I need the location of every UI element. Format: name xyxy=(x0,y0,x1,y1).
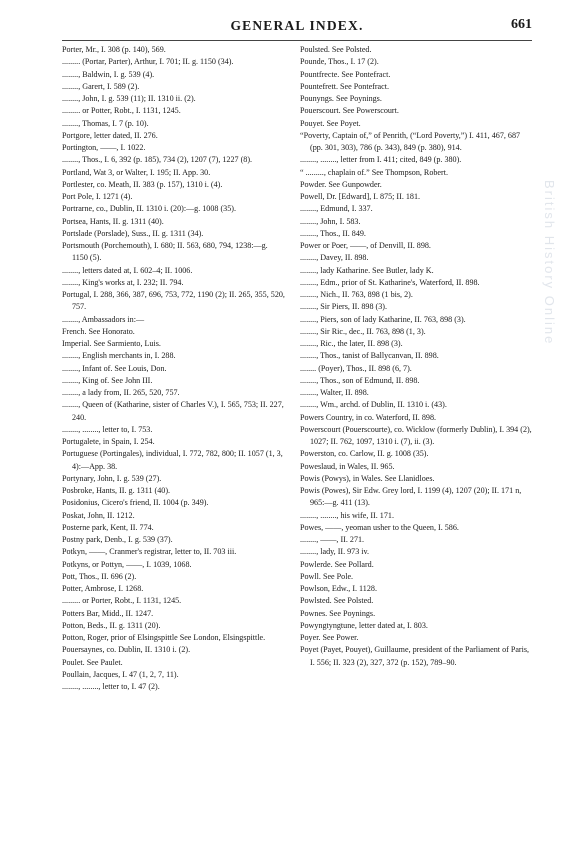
index-entry: ........, Thos., I. 6, 392 (p. 185), 734 (2), 1207 (7), 1227 (8). xyxy=(62,155,253,165)
index-entry: ........, letters dated at, I. 602–4; II. 1006. xyxy=(62,265,193,275)
index-entry: Potters Bar, Midd., II. 1247. xyxy=(62,608,154,618)
header-rule xyxy=(62,40,532,41)
index-entry: Portrarne, co., Dublin, II. 1310 i. (20):—g. 1008 (35). xyxy=(62,204,236,214)
index-entry: Powyngtyngtune, letter dated at, I. 803. xyxy=(300,620,428,630)
index-entry: Pott, Thos., II. 696 (2). xyxy=(62,571,137,581)
index-entry: Poyet (Payet, Pouyet), Guillaume, president of the Parliament of Paris, I. 556; II. 323 (2), 327, 372 (p. 152), 789–90. xyxy=(300,645,530,667)
index-column-left xyxy=(62,44,285,693)
index-entry: ........, Wm., archd. of Dublin, II. 1310 i. (43). xyxy=(300,400,447,410)
index-entry: ........, Piers, son of lady Katharine, II. 763, 898 (3). xyxy=(300,314,466,324)
index-entry: ........, ........, letter from I. 411; cited, 849 (p. 380). xyxy=(300,155,462,165)
index-entry: Potter, Ambrose, I. 1268. xyxy=(62,584,144,593)
index-entry: ........, Sir Piers, II. 898 (3). xyxy=(300,302,387,312)
index-entry: ........, ........, his wife, II. 171. xyxy=(300,510,394,520)
index-entry: French. See Honorato. xyxy=(62,326,135,336)
index-entry: Powlson, Edw., I. 1128. xyxy=(300,584,377,593)
index-entry: Portington, ——, I. 1022. xyxy=(62,143,146,152)
index-entry: ......... or Potter, Robt., I. 1131, 1245. xyxy=(62,106,181,116)
index-entry: ........, Ric., the later, II. 898 (3). xyxy=(300,339,403,348)
index-entry: ........, John, I. 583. xyxy=(300,216,361,226)
index-entry: ........, Thomas, I. 7 (p. 10). xyxy=(62,118,149,128)
index-entry: ........, Ambassadors in:— xyxy=(62,314,145,324)
page-header xyxy=(62,16,532,36)
watermark: British History Online xyxy=(542,180,557,346)
index-entry: ........, Thos., son of Edmund, II. 898. xyxy=(300,375,420,385)
index-entry: Portugalete, in Spain, I. 254. xyxy=(62,437,155,446)
index-entry: ........, lady, II. 973 iv. xyxy=(300,547,370,557)
index-entry: ........, ........, letter to, I. 47 (2). xyxy=(62,682,160,691)
index-entry: ........, Davey, II. 898. xyxy=(300,253,369,263)
index-entry: ........, ........, letter to, I. 753. xyxy=(62,424,153,434)
index-entry: ........, John, I. g. 539 (11); II. 1310 ii. (2). xyxy=(62,94,196,103)
index-entry: Powlerde. See Pollard. xyxy=(300,559,374,569)
index-entry: ........, Queen of (Katharine, sister of Charles V.), I. 565, 753; II. 227, 240. xyxy=(62,400,284,422)
index-entry: Powes, ——, yeoman usher to the Queen, I. 586. xyxy=(300,522,459,532)
index-entry: Powder. See Gunpowder. xyxy=(300,179,382,189)
index-entry: “ ........., chaplain of.” See Thompson, Robert. xyxy=(300,167,448,177)
index-entry: Port Pole, I. 1271 (4). xyxy=(62,192,133,201)
index-entry: ........, King's works at, I. 232; II. 794. xyxy=(62,277,184,287)
index-entry: Portgore, letter dated, II. 276. xyxy=(62,130,158,140)
index-entry: Portslade (Porslade), Suss., II. g. 1311 (34). xyxy=(62,228,204,238)
running-title: GENERAL INDEX. xyxy=(230,18,364,33)
index-entry: Postny park, Denb., I. g. 539 (37). xyxy=(62,535,173,544)
index-entry: ........, Edm., prior of St. Katharine's, Waterford, II. 898. xyxy=(300,277,480,287)
index-entry: Potkyns, or Pottyn, ——, I. 1039, 1068. xyxy=(62,559,192,569)
index-column-right xyxy=(300,44,532,669)
index-entry: ........, Thos., tanist of Ballycanvan, II. 898. xyxy=(300,351,439,361)
index-entry: Portuguese (Portingales), individual, I. 772, 782, 800; II. 1057 (1, 3, 4):—App. 38. xyxy=(62,449,283,471)
index-entry: Porter, Mr., I. 308 (p. 140), 569. xyxy=(62,45,166,54)
index-entry: Poskat, John, II. 1212. xyxy=(62,510,135,520)
index-entry: Poulsted. See Polsted. xyxy=(300,45,372,54)
index-entry: Poyer. See Power. xyxy=(300,633,359,642)
index-entry: Pounyngs. See Poynings. xyxy=(300,94,382,103)
index-entry: Potkyn, ——, Cranmer's registrar, letter to, II. 703 iii. xyxy=(62,547,237,557)
index-entry: Powerston, co. Carlow, II. g. 1008 (35). xyxy=(300,449,429,459)
page-number: 661 xyxy=(511,17,532,32)
index-entry: Portynary, John, I. g. 539 (27). xyxy=(62,473,162,483)
index-entry: Pouyet. See Poyet. xyxy=(300,118,361,128)
index-entry: Pountefrett. See Pontefract. xyxy=(300,81,390,91)
index-entry: Poweslaud, in Wales, II. 965. xyxy=(300,461,395,471)
index-entry: ......... or Porter, Robt., I. 1131, 1245. xyxy=(62,596,182,606)
index-entry: Portsea, Hants, II. g. 1311 (40). xyxy=(62,216,164,226)
index-entry: Pownes. See Poynings. xyxy=(300,608,376,618)
index-entry: ........, Thos., II. 849. xyxy=(300,228,366,238)
index-entry: Powis (Powes), Sir Edw. Grey lord, I. 1199 (4), 1207 (20); II. 171 n, 965:—g. 411 (13). xyxy=(300,486,522,508)
index-entry: Poulet. See Paulet. xyxy=(62,657,123,667)
index-entry: Portlester, co. Meath, II. 383 (p. 157), 1310 i. (4). xyxy=(62,179,223,189)
index-entry: Pouersaynes, co. Dublin, II. 1310 i. (2). xyxy=(62,645,191,655)
index-entry: ........, Walter, II. 898. xyxy=(300,388,369,397)
index-entry: Portugal, I. 288, 366, 387, 696, 753, 772, 1190 (2); II. 265, 355, 520, 757. xyxy=(62,290,285,312)
index-entry: Potton, Roger, prior of Elsingspittle See London, Elsingspittle. xyxy=(62,633,266,642)
index-entry: ........, ——, II. 271. xyxy=(300,535,365,544)
index-entry: Pouerscourt. See Powerscourt. xyxy=(300,106,399,116)
index-entry: Posbroke, Hants, II. g. 1311 (40). xyxy=(62,486,171,495)
index-entry: Power or Poer, ——, of Denvill, II. 898. xyxy=(300,241,431,250)
index-entry: ........, a lady from, II. 265, 520, 757. xyxy=(62,388,180,397)
index-entry: Pounde, Thos., I. 17 (2). xyxy=(300,57,379,67)
index-entry: Powers Country, in co. Waterford, II. 898. xyxy=(300,412,437,422)
index-entry: Imperial. See Sarmiento, Luis. xyxy=(62,339,161,348)
index-entry: ........, Infant of. See Louis, Don. xyxy=(62,363,167,373)
index-entry: Potton, Beds., II. g. 1311 (20). xyxy=(62,620,161,630)
index-entry: Pountfrecte. See Pontefract. xyxy=(300,69,391,79)
index-entry: ......... (Portar, Parter), Arthur, I. 701; II. g. 1150 (34). xyxy=(62,57,234,67)
index-entry: ........, English merchants in, I. 288. xyxy=(62,351,176,361)
index-entry: “Poverty, Captain of,” of Penrith, (“Lord Poverty,”) I. 411, 467, 687 (pp. 301, 303), 786 (p. 343), 849 (p. 380), 914. xyxy=(300,130,521,152)
index-entry: ........, King of. See John III. xyxy=(62,375,153,385)
index-entry: Portsmouth (Porchemouth), I. 680; II. 563, 680, 794, 1238:—g. 1150 (5). xyxy=(62,241,268,263)
index-entry: Portland, Wat 3, or Walter, I. 195; II. App. 30. xyxy=(62,167,211,177)
index-entry: ........, Nich., II. 763, 898 (1 bis, 2). xyxy=(300,290,413,299)
index-entry: ........, lady Katharine. See Butler, lady K. xyxy=(300,265,434,275)
index-entry: ........, Baldwin, I. g. 539 (4). xyxy=(62,69,155,79)
index-entry: ........ (Poyer), Thos., II. 898 (6, 7). xyxy=(300,363,412,373)
index-entry: Powll. See Pole. xyxy=(300,571,354,581)
index-entry: Powerscourt (Pouerscourte), co. Wicklow (formerly Dublin), I. 394 (2), 1027; II. 762, 1097, 1310 i. (7), ii. (3). xyxy=(300,424,532,446)
index-entry: Posidonius, Cicero's friend, II. 1004 (p. 349). xyxy=(62,498,209,508)
index-entry: Poullain, Jacques, I. 47 (1, 2, 7, 11). xyxy=(62,669,179,679)
index-entry: ........, Edmund, I. 337. xyxy=(300,204,373,214)
index-entry: Posterne park, Kent, II. 774. xyxy=(62,522,154,532)
index-entry: ........, Sir Ric., dec., II. 763, 898 (1, 3). xyxy=(300,326,426,336)
index-entry: Powis (Powys), in Wales. See Llanidloes. xyxy=(300,473,435,483)
index-entry: Powlsted. See Polsted. xyxy=(300,596,374,606)
index-entry: Powell, Dr. [Edward], I. 875; II. 181. xyxy=(300,192,421,201)
index-entry: ........, Garert, I. 589 (2). xyxy=(62,81,140,91)
